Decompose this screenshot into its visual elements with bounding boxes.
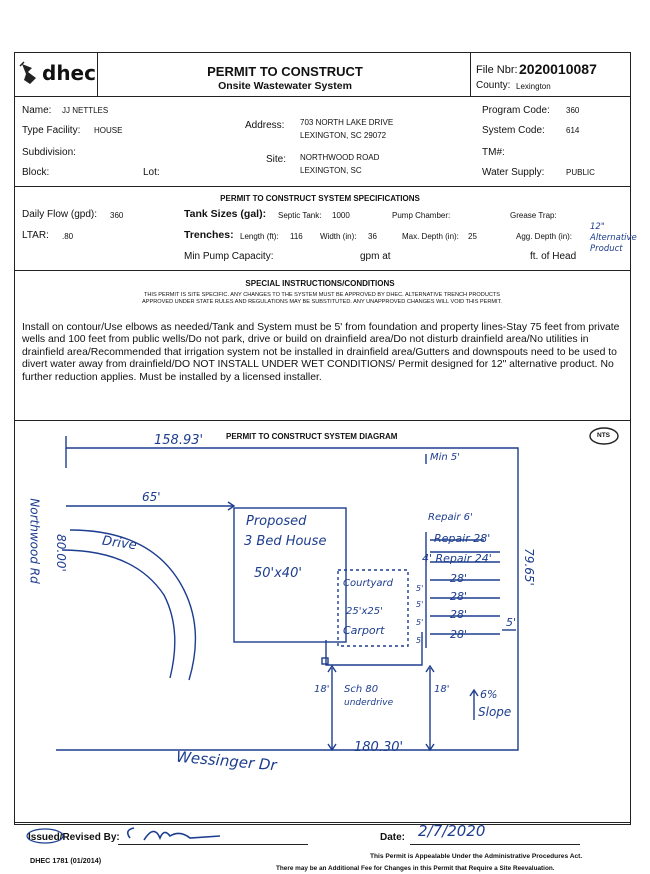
type-value: HOUSE — [94, 126, 123, 135]
agg-handwritten: 12" Alternative Product — [590, 222, 637, 254]
footer-note-2: There may be an Additional Fee for Changes in this Permit that Require a Site Reevaluation. — [276, 865, 555, 872]
program-value: 360 — [566, 106, 580, 115]
septic-label: Septic Tank: — [278, 211, 322, 220]
agg-label: Agg. Depth (in): — [516, 232, 573, 241]
carport-label: Carport — [343, 624, 385, 637]
five-mark-3: 5' — [416, 618, 424, 627]
divider — [14, 822, 631, 823]
address-line1: 703 NORTH LAKE DRIVE — [300, 118, 394, 127]
house-line1: Proposed — [246, 514, 307, 529]
special-instructions: Install on contour/Use elbows as needed/Tank and System must be 5' from foundation and property lines-Stay 75 feet from private wells and 100 feet from public wells/Do not park, drive or build on drainfield area/Do not disturb drainfield area/No utilities in drainfield area/Recommended that irrigation system not be installed in drainfield area/Gutters and downspouts need to be used to divert water away from drainfield/DO NOT INSTALL UNDER WET CONDITIONS/ Permit designed for 12" alternative product. No further reduction applies. Must be installed by a licensed installer. — [22, 322, 620, 383]
right-five: 5' — [506, 616, 517, 629]
tm-label: TM#: — [482, 147, 505, 158]
right-dimension: 79.65' — [521, 548, 536, 586]
site-line2: LEXINGTON, SC — [300, 166, 362, 175]
lot-label: Lot: — [143, 167, 160, 178]
sch80-line1: Sch 80 — [344, 684, 379, 695]
house-line3: 50'x40' — [254, 566, 302, 581]
repair-2: Repair 28' — [434, 532, 491, 545]
special-heading: SPECIAL INSTRUCTIONS/CONDITIONS — [245, 279, 395, 288]
system-value: 614 — [566, 126, 580, 135]
bottom-dimension: 180.30' — [354, 740, 404, 755]
trench-length-2: 28' — [450, 590, 468, 603]
issued-circle — [24, 826, 68, 846]
diagram-heading: PERMIT TO CONSTRUCT SYSTEM DIAGRAM — [226, 432, 398, 441]
system-label: System Code: — [482, 125, 545, 136]
courtyard-label: Courtyard — [343, 578, 393, 589]
logo-box — [14, 52, 98, 96]
dim-18-left: 18' — [314, 684, 330, 695]
setback-65: 65' — [142, 490, 161, 504]
address-label: Address: — [245, 120, 285, 131]
date-line — [410, 844, 580, 845]
divider — [14, 270, 631, 271]
subdivision-label: Subdivision: — [22, 147, 76, 158]
specs-heading: PERMIT TO CONSTRUCT SYSTEM SPECIFICATIONS — [220, 194, 420, 203]
daily-flow-label: Daily Flow (gpd): — [22, 209, 98, 220]
gpm-label: gpm at — [360, 251, 391, 262]
nts-label: NTS — [597, 432, 610, 439]
septic-value: 1000 — [332, 211, 350, 220]
slope-line1: 6% — [480, 688, 498, 701]
water-value: PUBLIC — [566, 168, 595, 177]
divider — [14, 186, 631, 187]
county-label: County: — [476, 80, 511, 91]
head-label: ft. of Head — [530, 251, 577, 262]
five-mark-2: 5' — [416, 600, 424, 609]
repair-1: Repair 6' — [428, 512, 473, 523]
file-label: File Nbr: — [476, 64, 518, 76]
system-diagram — [14, 420, 631, 825]
signature-icon — [120, 820, 230, 846]
drive-label: Drive — [101, 533, 138, 554]
block-label: Block: — [22, 167, 50, 178]
page-subtitle: Onsite Wastewater System — [218, 80, 352, 92]
site-line1: NORTHWOOD ROAD — [300, 153, 380, 162]
max-depth-label: Max. Depth (in): — [402, 232, 459, 241]
left-dimension: 80.00' — [53, 534, 68, 572]
width-value: 36 — [368, 232, 377, 241]
address-line2: LEXINGTON, SC 29072 — [300, 131, 387, 140]
name-value: JJ NETTLES — [62, 106, 109, 115]
trench-length-1: 28' — [450, 572, 468, 585]
file-number: 2020010087 — [519, 61, 597, 77]
date-value: 2/7/2020 — [418, 822, 486, 840]
grease-label: Grease Trap: — [510, 211, 557, 220]
ltar-value: .80 — [62, 232, 74, 241]
ltar-label: LTAR: — [22, 230, 49, 241]
min5-label: Min 5' — [430, 452, 461, 463]
five-mark-4: 5' — [416, 636, 424, 645]
northwood-road-label: Northwood Rd — [27, 498, 42, 584]
trench-length-4: 28' — [450, 628, 468, 641]
date-label: Date: — [380, 832, 406, 843]
program-label: Program Code: — [482, 105, 550, 116]
top-dimension: 158.93' — [154, 433, 204, 448]
special-fine-1: THIS PERMIT IS SITE SPECIFIC. ANY CHANGES TO THE SYSTEM MUST BE APPROVED BY DHEC. ALTERNATIVE TRENCH PRODUCTS — [143, 292, 501, 298]
wessinger-road-label: Wessinger Dr — [175, 747, 278, 775]
site-label: Site: — [266, 154, 287, 165]
tank-label: Tank Sizes (gal): — [184, 208, 267, 220]
water-label: Water Supply: — [482, 167, 545, 178]
county-value: Lexington — [516, 82, 551, 91]
page-title: PERMIT TO CONSTRUCT — [207, 64, 363, 79]
trench-length-3: 28' — [450, 608, 468, 621]
logo-text: dhec — [42, 61, 96, 85]
form-id: DHEC 1781 (01/2014) — [30, 856, 102, 865]
length-value: 116 — [290, 232, 303, 241]
repair-3: 4' Repair 24' — [422, 552, 492, 565]
trenches-label: Trenches: — [184, 229, 234, 241]
carport-size: 25'x25' — [346, 606, 383, 617]
slope-line2: Slope — [478, 705, 512, 719]
length-label: Length (ft): — [240, 232, 279, 241]
house-line2: 3 Bed House — [244, 534, 327, 549]
name-label: Name: — [22, 105, 52, 116]
max-depth-value: 25 — [468, 232, 477, 241]
footer-note-1: This Permit is Appealable Under the Administrative Procedures Act. — [370, 853, 583, 860]
sch80-line2: underdrive — [344, 698, 394, 708]
five-mark-1: 5' — [416, 584, 424, 593]
divider — [14, 96, 631, 97]
daily-flow-value: 360 — [110, 211, 124, 220]
dim-18-right: 18' — [434, 684, 450, 695]
width-label: Width (in): — [320, 232, 357, 241]
issued-label: Issued/Revised By: — [28, 832, 120, 843]
special-fine-2: APPROVED UNDER STATE RULES AND REGULATIONS MAY BE SUBSTITUTED. ANY UNAPPROVED CHANGES WILL VOID THIS PERMIT. — [142, 299, 502, 305]
type-label: Type Facility: — [22, 125, 81, 136]
pump-capacity-label: Min Pump Capacity: — [184, 251, 274, 262]
pump-chamber-label: Pump Chamber: — [392, 211, 451, 220]
